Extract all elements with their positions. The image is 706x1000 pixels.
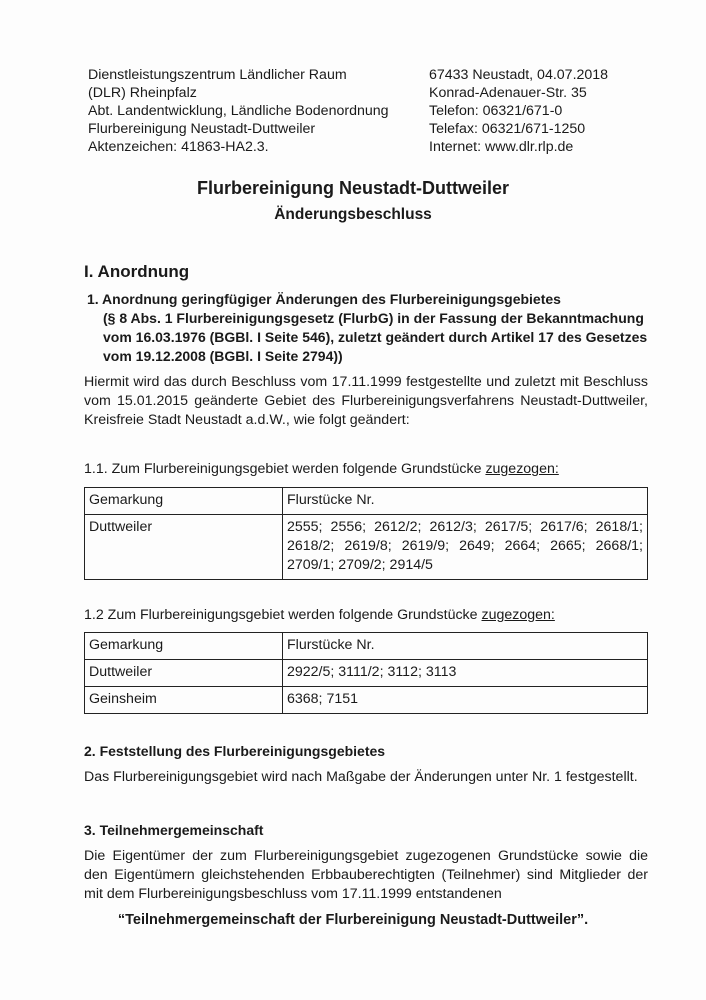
table-row — [85, 687, 648, 714]
caption-underlined: zugezogen: — [485, 461, 559, 477]
place-date: 67433 Neustadt, 04.07.2018 — [429, 67, 609, 83]
sender-line: Flurbereinigung Neustadt-Duttweiler — [88, 121, 316, 137]
item-1-legal-ref: vom 16.03.1976 (BGBl. I Seite 546), zuletzt geändert durch Artikel 17 des Gesetzes — [103, 329, 648, 345]
item-3-heading: 3. Teilnehmergemeinschaft — [84, 822, 264, 838]
item-1-paragraph: Hiermit wird das durch Beschluss vom 17.11.1999 festgestellte und zuletzt mit Beschluss vom 15.01.2015 geänderte Gebiet des Flurbereinigungsverfahrens Neustadt-Duttweiler, Kreisfreie Stadt Neustadt a.d.W., wie folgt geändert: — [84, 374, 648, 428]
table-header-row — [85, 633, 648, 660]
gemarkung-cell: Duttweiler — [85, 515, 283, 580]
caption-underlined: zugezogen: — [481, 607, 555, 623]
column-header: Flurstücke Nr. — [283, 633, 648, 660]
website: Internet: www.dlr.rlp.de — [429, 139, 574, 155]
parcels-cell: 2922/5; 3111/2; 3112; 3113 — [283, 660, 648, 687]
street-address: Konrad-Adenauer-Str. 35 — [429, 85, 587, 101]
gemarkung-cell: Duttweiler — [85, 660, 283, 687]
item-1-legal-ref: vom 19.12.2008 (BGBl. I Seite 2794)) — [103, 348, 343, 364]
contact-block — [429, 66, 608, 156]
section-heading: I. Anordnung — [84, 262, 190, 281]
column-header: Flurstücke Nr. — [283, 488, 648, 515]
parcels-cell: 6368; 7151 — [283, 687, 648, 714]
sender-line: (DLR) Rheinpfalz — [88, 85, 197, 101]
table-header-row — [85, 488, 648, 515]
column-header: Gemarkung — [85, 633, 283, 660]
item-1-legal-ref: (§ 8 Abs. 1 Flurbereinigungsgesetz (FlurbG) in der Fassung der Bekanntmachung — [103, 310, 644, 326]
table-1-caption — [84, 461, 559, 477]
item-2-heading: 2. Feststellung des Flurbereinigungsgebietes — [84, 743, 386, 759]
gemarkung-cell: Geinsheim — [85, 687, 283, 714]
table-row — [85, 515, 648, 580]
document-title: Flurbereinigung Neustadt-Duttweiler — [196, 178, 509, 198]
sender-address-block — [88, 66, 389, 156]
document-subtitle: Änderungsbeschluss — [274, 206, 432, 223]
fax: Telefax: 06321/671-1250 — [429, 121, 586, 137]
item-2-paragraph: Das Flurbereinigungsgebiet wird nach Maßgabe der Änderungen unter Nr. 1 festgestellt. — [84, 769, 638, 785]
item-1-heading — [87, 290, 657, 366]
parcels-table-2 — [84, 632, 648, 714]
table-row — [85, 660, 648, 687]
parcels-table-1 — [84, 487, 648, 580]
table-2-caption — [84, 607, 555, 623]
parcels-cell: 2555; 2556; 2612/2; 2612/3; 2617/5; 2617/6; 2618/1; 2618/2; 2619/8; 2619/9; 2649; 2664; 2665; 2668/1; 2709/1; 2709/2; 2914/5 — [283, 515, 648, 580]
sender-line: Dienstleistungszentrum Ländlicher Raum — [88, 67, 347, 83]
item-3-paragraph: Die Eigentümer der zum Flurbereinigungsgebiet zugezogenen Grundstücke sowie die den Eigentümern gleichstehenden Erbbauberechtigten (Teilnehmer) sind Mitglieder der mit dem Flurbereinigungsbeschluss vom 17.11.1999 entstandenen — [84, 848, 648, 902]
column-header: Gemarkung — [85, 488, 283, 515]
sender-line: Abt. Landentwicklung, Ländliche Bodenordnung — [88, 103, 389, 119]
item-1-title: 1. Anordnung geringfügiger Änderungen des Flurbereinigungsgebietes — [87, 291, 561, 307]
participant-community-name: “Teilnehmergemeinschaft der Flurbereinigung Neustadt-Duttweiler”. — [117, 912, 589, 928]
file-reference: Aktenzeichen: 41863-HA2.3. — [88, 139, 269, 155]
phone: Telefon: 06321/671-0 — [429, 103, 563, 119]
caption-text: 1.1. Zum Flurbereinigungsgebiet werden folgende Grundstücke — [84, 461, 486, 477]
caption-text: 1.2 Zum Flurbereinigungsgebiet werden folgende Grundstücke — [84, 607, 482, 623]
